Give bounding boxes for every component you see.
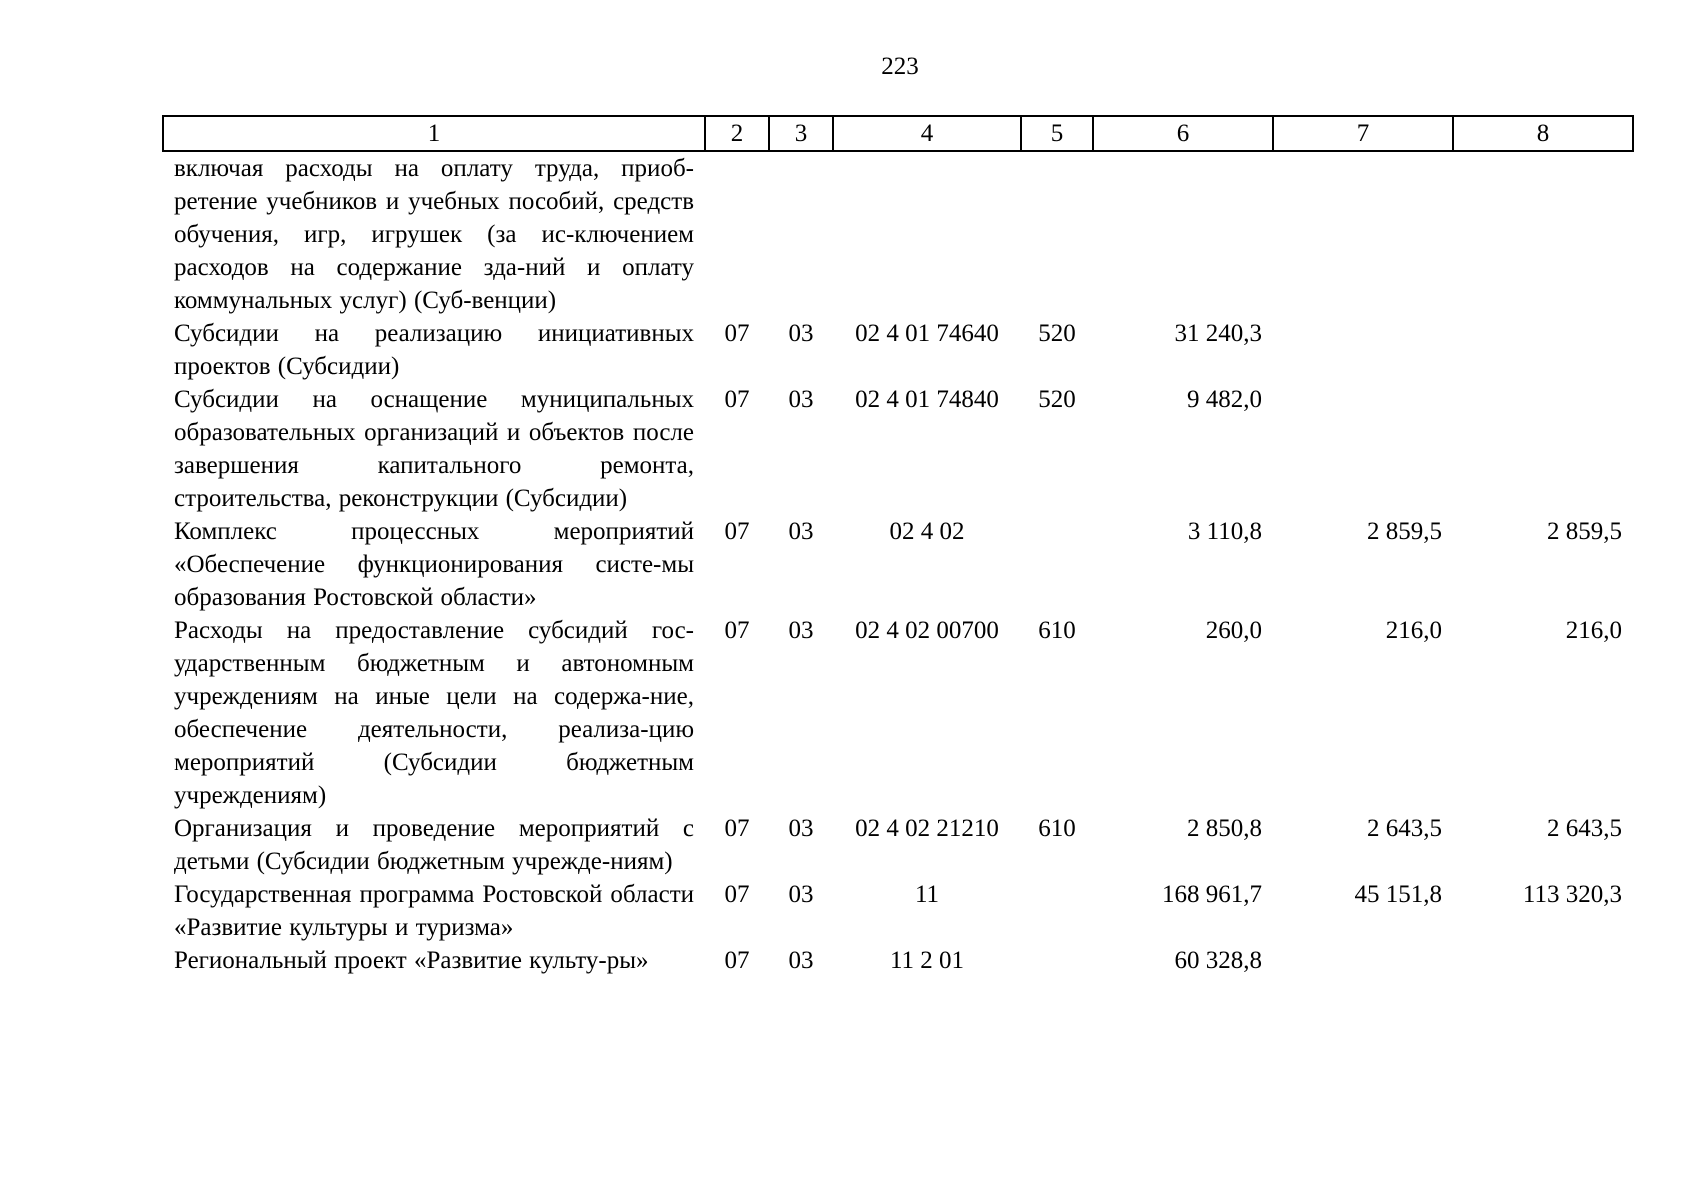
row-value-col7: 2 643,5 — [1367, 815, 1442, 842]
row-value-col6: 2 850,8 — [1187, 815, 1262, 842]
row-expense-type — [1021, 944, 1093, 977]
row-subsection: 03 — [788, 617, 814, 644]
row-value-col8: 2 859,5 — [1547, 518, 1622, 545]
table-row — [163, 878, 1633, 944]
budget-table — [162, 115, 1634, 977]
row-target-article: 11 2 01 — [889, 947, 965, 974]
table-row — [163, 812, 1633, 878]
table-row — [163, 151, 1633, 317]
header-cell-1: 1 — [163, 116, 705, 151]
page-number: 223 — [881, 53, 919, 80]
header-cell-2: 2 — [705, 116, 769, 151]
row-value-col6: 60 328,8 — [1174, 947, 1262, 974]
row-subsection — [769, 151, 833, 317]
row-value-col8 — [1453, 944, 1633, 977]
row-value-col6: 3 110,8 — [1187, 518, 1262, 545]
row-expense-type: 610 — [1038, 815, 1076, 842]
row-value-col8 — [1453, 383, 1633, 515]
row-name: Комплекс процессных мероприятий «Обеспечение функционирования систе-мы образования Ростовской области» — [174, 518, 694, 611]
row-section — [705, 151, 769, 317]
row-section: 07 — [724, 386, 750, 413]
row-name: Расходы на предоставление субсидий гос-ударственным бюджетным и автономным учреждениям на иные цели на содержа-ние, обеспечение деятельности, реализа-цию мероприятий (Субсидии бюджетным учреждениям) — [174, 617, 694, 809]
row-name: Государственная программа Ростовской области «Развитие культуры и туризма» — [174, 881, 694, 941]
row-subsection: 03 — [788, 320, 814, 347]
row-value-col7 — [1273, 317, 1453, 383]
row-value-col8: 2 643,5 — [1547, 815, 1622, 842]
table-row — [163, 614, 1633, 812]
row-value-col6: 168 961,7 — [1162, 881, 1262, 908]
row-section: 07 — [724, 947, 750, 974]
row-target-article — [833, 151, 1021, 317]
row-target-article: 02 4 01 74640 — [855, 320, 999, 347]
row-name: Субсидии на оснащение муниципальных образовательных организаций и объектов после завершения капитального ремонта, строительства, реконструкции (Субсидии) — [174, 386, 694, 512]
row-value-col7 — [1273, 383, 1453, 515]
table-row — [163, 317, 1633, 383]
row-target-article: 11 — [914, 881, 940, 908]
header-row — [163, 116, 1633, 151]
row-subsection: 03 — [788, 386, 814, 413]
row-subsection: 03 — [788, 518, 814, 545]
row-target-article: 02 4 02 00700 — [855, 617, 999, 644]
row-expense-type: 520 — [1038, 320, 1076, 347]
row-target-article: 02 4 02 21210 — [855, 815, 999, 842]
row-subsection: 03 — [788, 881, 814, 908]
row-section: 07 — [724, 881, 750, 908]
table-row — [163, 515, 1633, 614]
row-section: 07 — [724, 815, 750, 842]
row-value-col7 — [1273, 944, 1453, 977]
table-row — [163, 383, 1633, 515]
row-value-col6 — [1093, 151, 1273, 317]
row-value-col8: 216,0 — [1565, 617, 1622, 644]
row-target-article: 02 4 02 — [889, 518, 965, 545]
header-cell-4: 4 — [833, 116, 1021, 151]
header-cell-6: 6 — [1093, 116, 1273, 151]
row-subsection: 03 — [788, 947, 814, 974]
row-name: Субсидии на реализацию инициативных проектов (Субсидии) — [174, 320, 694, 380]
row-name: Региональный проект «Развитие культу-ры» — [174, 947, 649, 974]
table-row — [163, 944, 1633, 977]
row-section: 07 — [724, 320, 750, 347]
row-value-col7 — [1273, 151, 1453, 317]
row-value-col7: 45 151,8 — [1354, 881, 1442, 908]
header-cell-8: 8 — [1453, 116, 1633, 151]
row-section: 07 — [724, 518, 750, 545]
row-expense-type: 610 — [1038, 617, 1076, 644]
header-cell-7: 7 — [1273, 116, 1453, 151]
row-value-col7: 216,0 — [1385, 617, 1442, 644]
header-cell-5: 5 — [1021, 116, 1093, 151]
row-target-article: 02 4 01 74840 — [855, 386, 999, 413]
row-expense-type: 520 — [1038, 386, 1076, 413]
row-value-col8 — [1453, 317, 1633, 383]
row-value-col6: 260,0 — [1205, 617, 1262, 644]
header-cell-3: 3 — [769, 116, 833, 151]
row-name: Организация и проведение мероприятий с детьми (Субсидии бюджетным учрежде-ниям) — [174, 815, 694, 875]
row-value-col6: 31 240,3 — [1174, 320, 1262, 347]
row-value-col6: 9 482,0 — [1187, 386, 1262, 413]
row-value-col7: 2 859,5 — [1367, 518, 1442, 545]
row-expense-type — [1021, 878, 1093, 944]
row-section: 07 — [724, 617, 750, 644]
row-value-col8: 113 320,3 — [1522, 881, 1622, 908]
row-expense-type — [1021, 151, 1093, 317]
row-subsection: 03 — [788, 815, 814, 842]
row-expense-type — [1021, 515, 1093, 614]
row-value-col8 — [1453, 151, 1633, 317]
row-name: включая расходы на оплату труда, приоб-ретение учебников и учебных пособий, средств обучения, игр, игрушек (за ис-ключением расходов на содержание зда-ний и оплату коммунальных услуг) (Суб-венции) — [174, 155, 694, 314]
